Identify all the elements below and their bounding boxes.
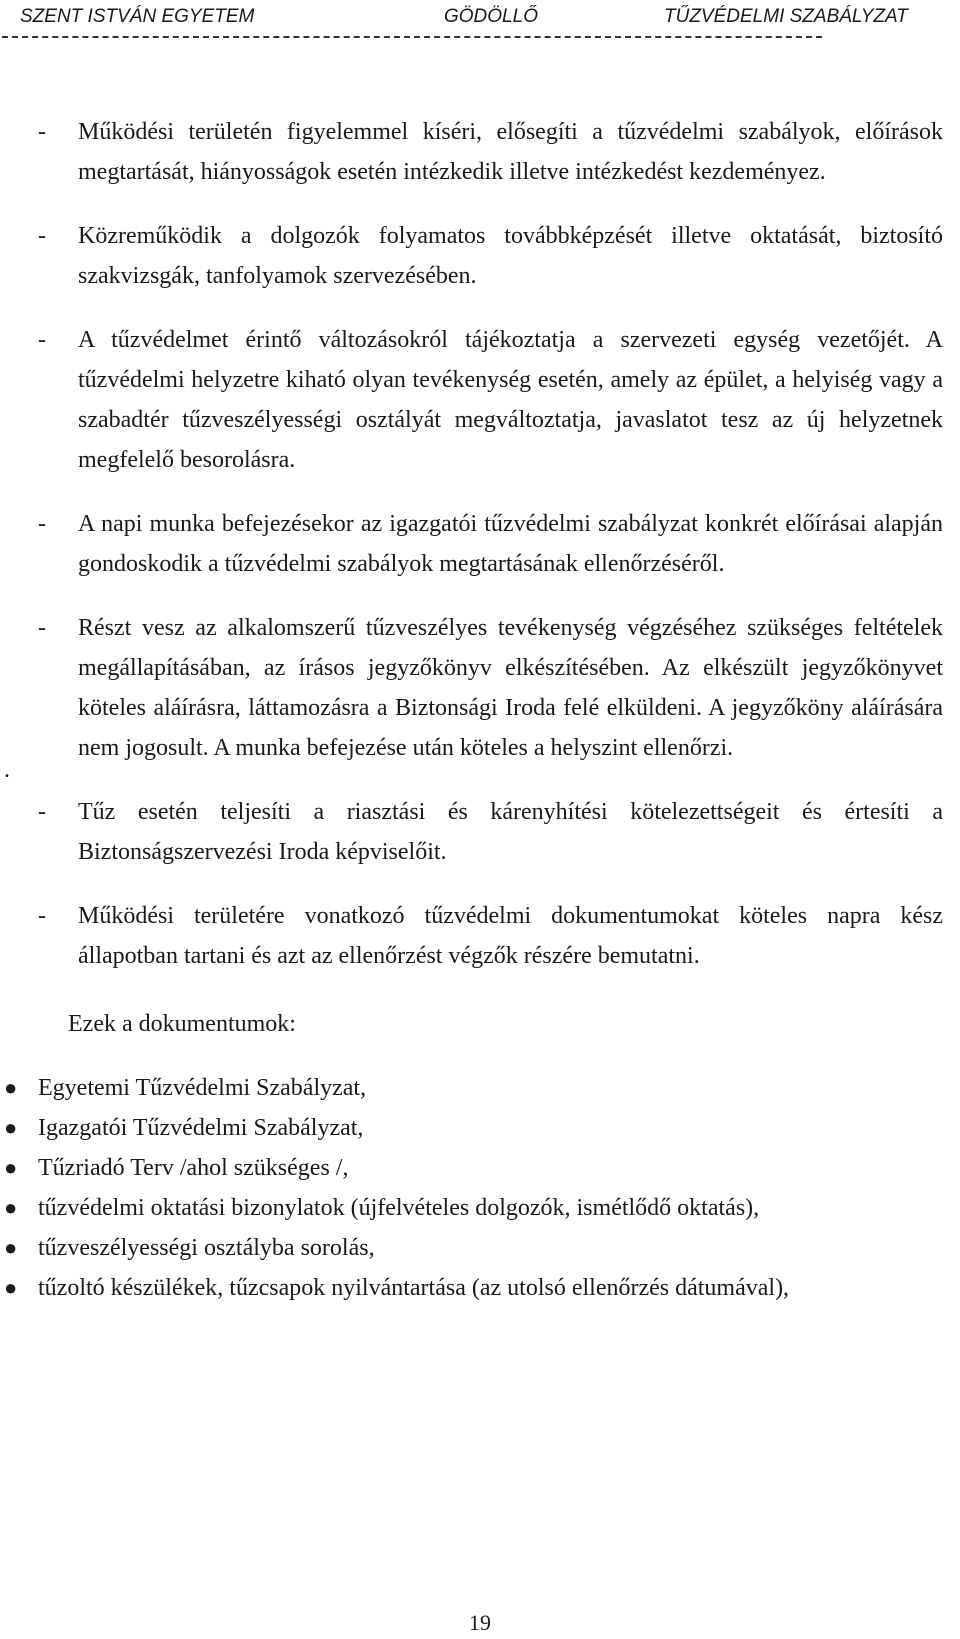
bullet-icon: ●	[4, 1235, 18, 1260]
document-name: tűzveszélyességi osztályba sorolás,	[38, 1235, 375, 1261]
list-item	[4, 1108, 943, 1148]
dash-marker: -	[38, 615, 46, 641]
header-divider	[2, 36, 822, 38]
page-body	[0, 112, 960, 1308]
document-name: tűzoltó készülékek, tűzcsapok nyilvántartása (az utolsó ellenőrzés dátumával),	[38, 1275, 790, 1301]
dash-marker: -	[38, 223, 46, 249]
duty-item-4	[38, 504, 943, 584]
dash-marker: -	[38, 799, 46, 825]
header-document-title: TŰZVÉDELMI SZABÁLYZAT	[664, 6, 908, 27]
duty-text: Közreműködik a dolgozók folyamatos továbbképzését illetve oktatását, biztosító szakvizsgák, tanfolyamok szervezésében.	[78, 223, 943, 289]
duty-item-1	[38, 112, 943, 192]
duty-text: Részt vesz az alkalomszerű tűzveszélyes tevékenység végzéséhez szükséges feltételek megállapításában, az írásos jegyzőkönyv elkészítésében. Az elkészült jegyzőkönyvet köteles aláírásra, láttamozásra a Biztonsági Iroda felé elküldeni. A jegyzőköny aláírására nem jogosult. A munka befejezése után köteles a helyszint ellenőrzi.	[78, 615, 943, 761]
dash-marker: -	[38, 119, 46, 145]
duty-item-3	[38, 320, 943, 480]
header-location: GÖDÖLLŐ	[444, 6, 538, 27]
document-name: tűzvédelmi oktatási bizonylatok (újfelvételes dolgozók, ismétlődő oktatás),	[38, 1195, 760, 1221]
bullet-icon: ●	[4, 1115, 18, 1140]
duty-item-7	[38, 896, 943, 976]
bullet-icon: ●	[4, 1275, 18, 1300]
document-name: Tűzriadó Terv /ahol szükséges /,	[38, 1155, 349, 1181]
document-name: Egyetemi Tűzvédelmi Szabályzat,	[38, 1075, 367, 1101]
list-item	[4, 1068, 943, 1108]
list-item	[4, 1268, 943, 1308]
list-item	[4, 1228, 943, 1268]
duty-item-2	[38, 216, 943, 296]
dash-marker: -	[38, 903, 46, 929]
documents-list	[0, 1068, 960, 1308]
duty-text: Működési területére vonatkozó tűzvédelmi dokumentumokat köteles napra kész állapotban tartani és azt az ellenőrzést végzők részére bemutatni.	[78, 903, 943, 969]
documents-heading: Ezek a dokumentumok:	[68, 1011, 296, 1037]
duty-text: A tűzvédelmet érintő változásokról tájékoztatja a szervezeti egység vezetőjét. A tűzvédelmi helyzetre kiható olyan tevékenység esetén, amely az épület, a helyiség vagy a szabadtér tűzveszélyességi osztályát megváltoztatja, javaslatot tesz az új helyzetnek megfelelő besorolásra.	[78, 327, 943, 473]
bullet-icon: ●	[4, 1155, 18, 1180]
header-institution: SZENT ISTVÁN EGYETEM	[20, 6, 255, 27]
dash-marker: -	[38, 511, 46, 537]
duty-item-5	[38, 608, 943, 768]
list-item	[4, 1148, 943, 1188]
page-number: 19	[469, 1610, 491, 1635]
list-item	[4, 1188, 943, 1228]
bullet-icon: ●	[4, 1195, 18, 1220]
duty-text: A napi munka befejezésekor az igazgatói tűzvédelmi szabályzat konkrét előírásai alapján gondoskodik a tűzvédelmi szabályok megtartásának ellenőrzéséről.	[78, 511, 943, 577]
running-header	[20, 6, 942, 32]
duty-text: Működési területén figyelemmel kíséri, elősegíti a tűzvédelmi szabályok, előírások megtartását, hiányosságok esetén intézkedik illetve intézkedést kezdeményez.	[78, 119, 943, 185]
stray-period-mark: .	[4, 757, 10, 783]
duty-text: Tűz esetén teljesíti a riasztási és kárenyhítési kötelezettségeit és értesíti a Biztonságszervezési Iroda képviselőit.	[78, 799, 943, 865]
bullet-icon: ●	[4, 1075, 18, 1100]
dash-marker: -	[38, 327, 46, 353]
duty-item-6	[38, 792, 943, 872]
document-name: Igazgatói Tűzvédelmi Szabályzat,	[38, 1115, 364, 1141]
